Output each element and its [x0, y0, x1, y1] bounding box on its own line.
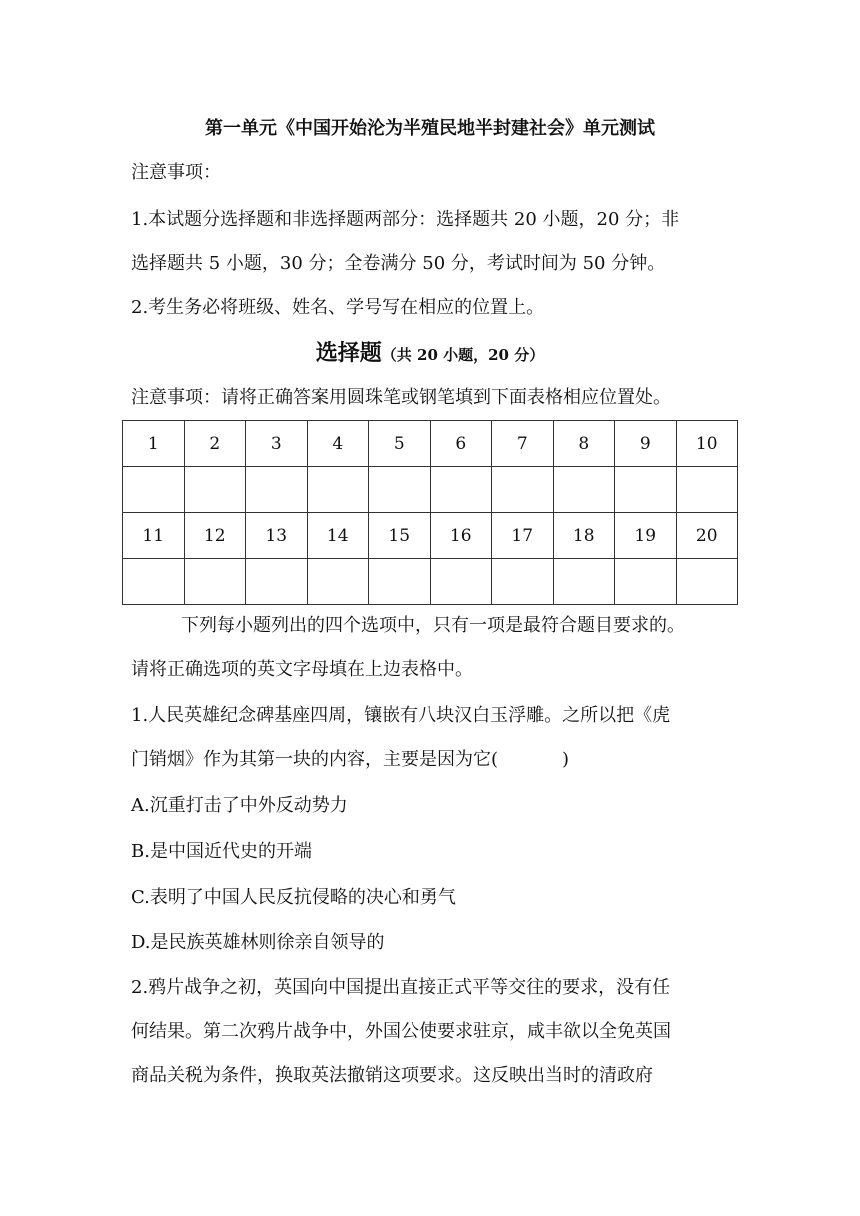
question-1-option-b: B.是中国近代史的开端: [131, 841, 312, 862]
answer-cell[interactable]: [246, 559, 308, 605]
question-2-stem-line2: 何结果。第二次鸦片战争中，外国公使要求驻京，咸丰欲以全免英国: [131, 1021, 671, 1042]
instructions-line1: 下列每小题列出的四个选项中，只有一项是最符合题目要求的。: [181, 615, 685, 636]
question-1-stem-line2: [131, 747, 569, 773]
answer-cell[interactable]: [615, 467, 677, 513]
question-number-cell: 14: [307, 513, 369, 559]
notes-heading: 注意事项：: [131, 162, 221, 183]
notes-item2: 2.考生务必将班级、姓名、学号写在相应的位置上。: [131, 297, 545, 318]
question-1-option-c: C.表明了中国人民反抗侵略的决心和勇气: [131, 887, 456, 908]
answer-table-number-row: [123, 421, 738, 467]
question-number-cell: 20: [676, 513, 738, 559]
question-number-cell: 18: [553, 513, 615, 559]
answer-cell[interactable]: [246, 467, 308, 513]
question-number-cell: 19: [615, 513, 677, 559]
answer-cell[interactable]: [123, 467, 185, 513]
answer-table: [122, 420, 738, 605]
answer-cell[interactable]: [184, 559, 246, 605]
answer-cell[interactable]: [615, 559, 677, 605]
question-number-cell: 16: [430, 513, 492, 559]
answer-cell[interactable]: [123, 559, 185, 605]
answer-table-blank-row: [123, 559, 738, 605]
question-1-stem-text: 门销烟》作为其第一块的内容，主要是因为它(: [131, 749, 499, 770]
question-number-cell: 17: [492, 513, 554, 559]
question-number-cell: 10: [676, 421, 738, 467]
section-note: 注意事项：请将正确答案用圆珠笔或钢笔填到下面表格相应位置处。: [131, 387, 671, 408]
answer-cell[interactable]: [430, 559, 492, 605]
answer-cell[interactable]: [676, 559, 738, 605]
question-1-paren-close: ): [562, 749, 570, 770]
answer-table-number-row: [123, 513, 738, 559]
answer-cell[interactable]: [369, 559, 431, 605]
notes-item1-line1: 1.本试题分选择题和非选择题两部分：选择题共 20 小题，20 分；非: [131, 209, 680, 230]
question-number-cell: 7: [492, 421, 554, 467]
answer-cell[interactable]: [307, 467, 369, 513]
question-number-cell: 15: [369, 513, 431, 559]
question-1-option-d: D.是民族英雄林则徐亲自领导的: [131, 932, 385, 953]
question-number-cell: 12: [184, 513, 246, 559]
question-number-cell: 9: [615, 421, 677, 467]
question-number-cell: 5: [369, 421, 431, 467]
question-number-cell: 6: [430, 421, 492, 467]
answer-cell[interactable]: [492, 467, 554, 513]
section-title-sub: （共 20 小题，20 分）: [381, 346, 545, 364]
question-1-stem-line1: 1.人民英雄纪念碑基座四周，镶嵌有八块汉白玉浮雕。之所以把《虎: [131, 705, 671, 726]
answer-cell[interactable]: [430, 467, 492, 513]
answer-cell[interactable]: [492, 559, 554, 605]
question-number-cell: 4: [307, 421, 369, 467]
question-number-cell: 13: [246, 513, 308, 559]
answer-cell[interactable]: [307, 559, 369, 605]
document-title: 第一单元《中国开始沦为半殖民地半封建社会》单元测试: [205, 118, 655, 139]
question-number-cell: 8: [553, 421, 615, 467]
question-number-cell: 3: [246, 421, 308, 467]
question-1-option-a: A.沉重打击了中外反动势力: [131, 795, 348, 816]
answer-cell[interactable]: [553, 559, 615, 605]
question-number-cell: 1: [123, 421, 185, 467]
answer-cell[interactable]: [553, 467, 615, 513]
question-number-cell: 11: [123, 513, 185, 559]
answer-cell[interactable]: [676, 467, 738, 513]
answer-cell[interactable]: [369, 467, 431, 513]
question-2-stem-line3: 商品关税为条件，换取英法撤销这项要求。这反映出当时的清政府: [131, 1065, 653, 1086]
question-2-stem-line1: 2.鸦片战争之初，英国向中国提出直接正式平等交往的要求，没有任: [131, 977, 671, 998]
instructions-line2: 请将正确选项的英文字母填在上边表格中。: [131, 659, 473, 680]
section-title-main: 选择题: [315, 341, 382, 366]
answer-table-blank-row: [123, 467, 738, 513]
notes-item1-line2: 选择题共 5 小题，30 分；全卷满分 50 分，考试时间为 50 分钟。: [131, 253, 666, 274]
section-title: [0, 339, 860, 370]
question-number-cell: 2: [184, 421, 246, 467]
answer-cell[interactable]: [184, 467, 246, 513]
